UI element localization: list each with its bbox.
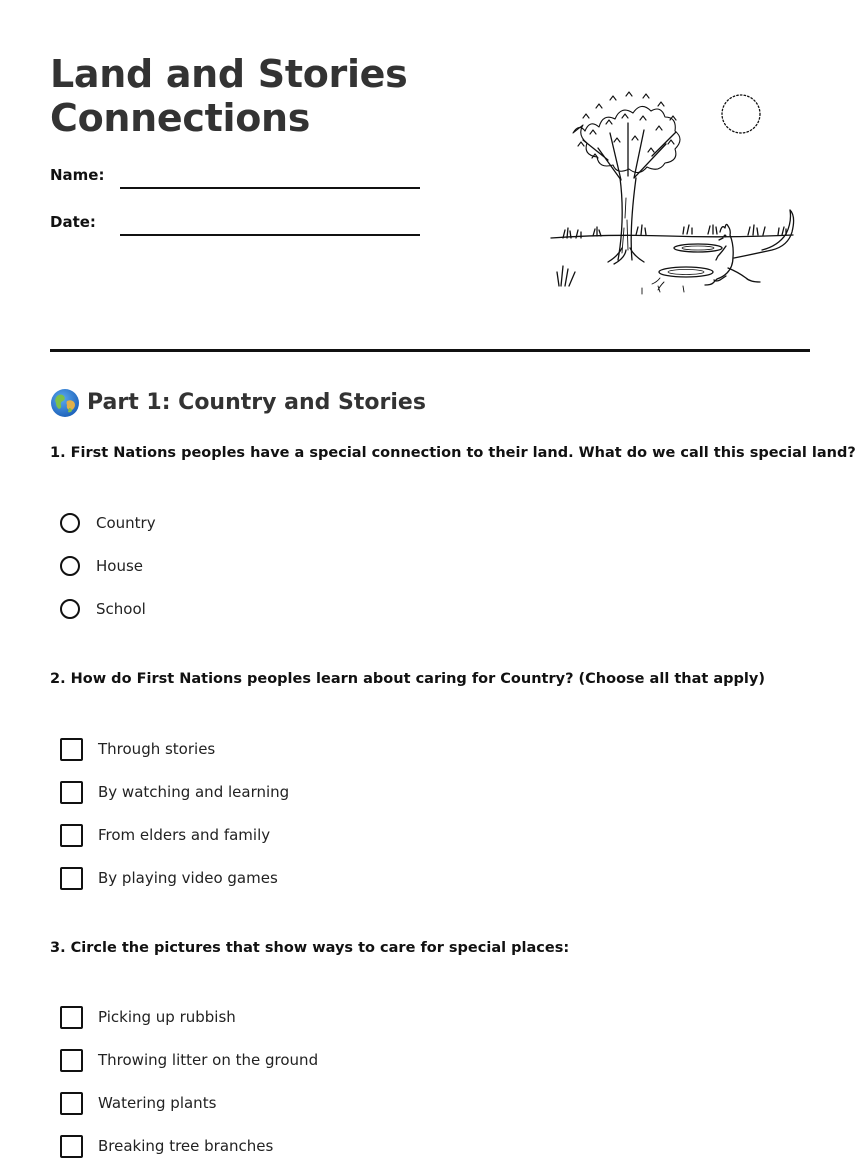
checkbox[interactable] bbox=[60, 1006, 83, 1029]
q2-option-watching[interactable] bbox=[60, 779, 289, 805]
question-3: 3. Circle the pictures that show ways to care for special places: bbox=[50, 940, 570, 956]
header-divider bbox=[50, 349, 810, 352]
q2-option-video-games[interactable] bbox=[60, 865, 278, 891]
tree-kangaroo-landscape-illustration bbox=[548, 78, 798, 298]
waterhole-2 bbox=[659, 267, 713, 277]
part1-heading bbox=[50, 388, 426, 418]
waterhole-1 bbox=[674, 244, 722, 252]
option-label: School bbox=[96, 600, 146, 618]
globe-icon bbox=[50, 388, 80, 418]
question-1: 1. First Nations peoples have a special connection to their land. What do we call this special land? bbox=[50, 445, 856, 461]
date-line[interactable] bbox=[120, 234, 420, 236]
question-2: 2. How do First Nations peoples learn about caring for Country? (Choose all that apply) bbox=[50, 671, 765, 687]
option-label: Breaking tree branches bbox=[98, 1137, 274, 1155]
q1-option-house[interactable] bbox=[60, 553, 143, 579]
title-line-1: Land and Stories bbox=[50, 52, 408, 96]
option-label: By watching and learning bbox=[98, 783, 290, 801]
tree-canopy bbox=[573, 92, 680, 173]
q3-option-watering[interactable] bbox=[60, 1090, 216, 1116]
name-label: Name: bbox=[50, 166, 105, 184]
q2-option-elders[interactable] bbox=[60, 822, 270, 848]
checkbox[interactable] bbox=[60, 1092, 83, 1115]
checkbox[interactable] bbox=[60, 1135, 83, 1158]
option-label: Picking up rubbish bbox=[98, 1008, 236, 1026]
radio-button[interactable] bbox=[60, 513, 80, 533]
option-label: By playing video games bbox=[98, 869, 278, 887]
title-line-2: Connections bbox=[50, 96, 311, 140]
option-label: Country bbox=[96, 514, 156, 532]
option-label: House bbox=[96, 557, 144, 575]
date-label: Date: bbox=[50, 213, 96, 231]
name-line[interactable] bbox=[120, 187, 420, 189]
checkbox[interactable] bbox=[60, 1049, 83, 1072]
option-label: Watering plants bbox=[98, 1094, 217, 1112]
option-label: Through stories bbox=[98, 740, 216, 758]
checkbox[interactable] bbox=[60, 781, 83, 804]
worksheet-title bbox=[50, 52, 407, 140]
ground-line bbox=[551, 235, 793, 238]
sun-icon bbox=[722, 95, 760, 133]
radio-button[interactable] bbox=[60, 599, 80, 619]
kangaroo-icon bbox=[705, 210, 794, 285]
q1-option-country[interactable] bbox=[60, 510, 156, 536]
q2-option-stories[interactable] bbox=[60, 736, 215, 762]
checkbox[interactable] bbox=[60, 738, 83, 761]
radio-button[interactable] bbox=[60, 556, 80, 576]
q3-option-litter[interactable] bbox=[60, 1047, 318, 1073]
tree-trunk bbox=[618, 178, 636, 260]
part1-heading-text: Part 1: Country and Stories bbox=[87, 390, 426, 415]
option-label: Throwing litter on the ground bbox=[98, 1051, 319, 1069]
q3-option-rubbish[interactable] bbox=[60, 1004, 236, 1030]
checkbox[interactable] bbox=[60, 867, 83, 890]
q3-option-branches[interactable] bbox=[60, 1133, 273, 1159]
checkbox[interactable] bbox=[60, 824, 83, 847]
q1-option-school[interactable] bbox=[60, 596, 146, 622]
option-label: From elders and family bbox=[98, 826, 271, 844]
